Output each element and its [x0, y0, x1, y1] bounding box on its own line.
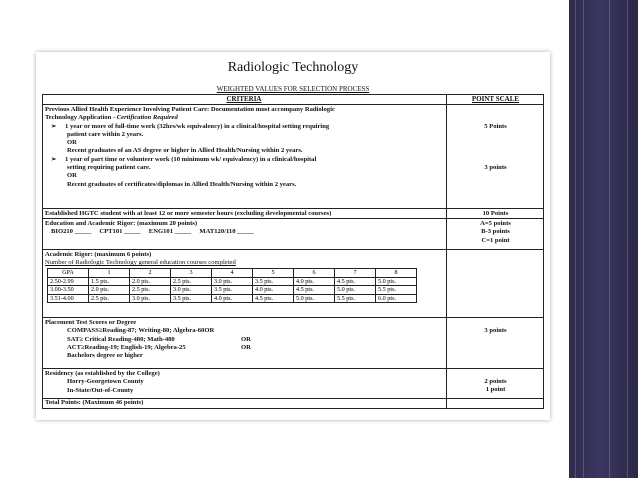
arrow-bullet-icon: ➢	[51, 155, 57, 163]
gpa-table-cell: 3.51-4.00	[48, 294, 89, 303]
gpa-table-cell: 3	[171, 269, 212, 278]
gpa-table-cell: 4.0 pts.	[253, 286, 294, 295]
gpa-table-cell: 2.0 pts.	[130, 277, 171, 286]
gpa-table-cell: 1	[89, 269, 130, 278]
total-row: Total Points: (Maximum 46 points)	[45, 399, 144, 406]
gpa-table-cell: 2.50-2.99	[48, 277, 89, 286]
academic-rigor-row: Academic Rigor: (maximum 6 points) Number of Radiologic Technology general education courses completed GPA 1 2 3 4 5 6 7 8 2.50-2.99 1.5 pts. 2.0 pts. 2.5 pts. 3.0 pts. 3.5 pts. 4.0 pts. 4.5 pts. 5.0 pts. 3.00-3.50 2.0 pts. 2.5 pts. 3.0 pts. 3.5 pts. 4.0 pts. 4.5 pts. 5.0 pts. 5.5 pts. 3.51-4.00 2.5 pts. 3.0 pts. 3.5 pts. 4.0 pts. 4.5 pts. 5.0 pts. 5.5 pts. 6.0 pts.	[43, 250, 543, 318]
allied-health-row: Previous Allied Health Experience Involving Patient Care: Documentation must accompany Radiologic Technology Application - Certification Required ➢ 1 year or more of full-time work (32hrs/wk equivalency) in a clinical/hospital setting requiring patient care within 2 years. OR Recent graduates of an AS degree or higher in Allied Health/Nursing within 2 years. ➢ 1 year of part time or volunteer work (10 minimum wk/ equivalency) in a clinical/hospital setting requiring patient care. OR Recent graduates of certificates/diplomas in Allied Health/Nursing within 2 years. 5 Points 3 points	[43, 105, 543, 209]
gpa-table-cell: 3.0 pts.	[130, 294, 171, 303]
table-header-row	[43, 95, 543, 105]
gpa-table-cell: 3.5 pts.	[171, 294, 212, 303]
arrow-bullet-icon: ➢	[51, 122, 57, 130]
gpa-table-cell: 4.5 pts.	[335, 277, 376, 286]
hgtc-row: Established HGTC student with at least 12 or more semester hours (excluding developmental courses) 10 Points	[43, 209, 543, 219]
gpa-table-row	[48, 294, 417, 303]
gpa-table-cell: 4.0 pts.	[212, 294, 253, 303]
gpa-table-cell: 5.0 pts.	[335, 286, 376, 295]
gpa-table-cell: 6.0 pts.	[376, 294, 417, 303]
gpa-table-cell: 4.0 pts.	[294, 277, 335, 286]
gpa-table-row	[48, 269, 417, 278]
gpa-table-cell: 5.0 pts.	[376, 277, 417, 286]
placement-row: Placement Test Scores or Degree COMPASS≥Reading-87; Writing-80; Algebra-60OR SAT≥ Critical Reading-480; Math-480 OR ACT≥Reading-19; English-19; Algebra-25 OR Bachelors degree or higher 3 points	[43, 318, 543, 369]
gpa-table-cell: 5.0 pts.	[294, 294, 335, 303]
allied-points-2: 3 points	[484, 164, 507, 171]
gpa-table-cell: 2	[130, 269, 171, 278]
residency-row: Residency (as established by the College) Horry-Georgetown County In-State/Out-of-County 2 points 1 point	[43, 369, 543, 399]
allied-points-1: 5 Points	[484, 123, 507, 130]
gpa-table-cell: 2.5 pts.	[89, 294, 130, 303]
criteria-table	[42, 94, 544, 409]
gpa-table-cell: GPA	[48, 269, 89, 278]
gpa-table-cell: 2.0 pts.	[89, 286, 130, 295]
gpa-table-row	[48, 277, 417, 286]
gpa-table-cell: 6	[294, 269, 335, 278]
gpa-table-row	[48, 286, 417, 295]
slide-sidebar	[569, 0, 638, 478]
gpa-table-cell: 3.5 pts.	[212, 286, 253, 295]
education-row: Education and Academic Rigor: (maximum 20 points) BIO210 _____ CPT101 _____ ENG101 _____ MAT120/110 _____ A=5 points B-3 points C=1 point	[43, 219, 543, 250]
document-title: Radiologic Technology	[227, 60, 359, 75]
point-scale-header: POINT SCALE	[471, 95, 520, 103]
gpa-table-cell: 4.5 pts.	[294, 286, 335, 295]
gpa-table-cell: 2.5 pts.	[171, 277, 212, 286]
gpa-table-cell: 2.5 pts.	[130, 286, 171, 295]
gpa-table-cell: 1.5 pts.	[89, 277, 130, 286]
gpa-table-cell: 5.5 pts.	[335, 294, 376, 303]
gpa-table-cell: 8	[376, 269, 417, 278]
document-subtitle: WEIGHTED VALUES FOR SELECTION PROCESS	[216, 85, 370, 93]
gpa-table-cell: 7	[335, 269, 376, 278]
gpa-table	[47, 268, 417, 303]
gpa-table-cell: 3.00-3.50	[48, 286, 89, 295]
gpa-table-cell: 3.0 pts.	[212, 277, 253, 286]
gpa-table-cell: 5.5 pts.	[376, 286, 417, 295]
gpa-table-cell: 3.0 pts.	[171, 286, 212, 295]
gpa-table-cell: 4	[212, 269, 253, 278]
gpa-table-cell: 5	[253, 269, 294, 278]
gpa-table-cell: 3.5 pts.	[253, 277, 294, 286]
criteria-header: CRITERIA	[226, 95, 262, 103]
document-page	[36, 52, 550, 420]
gpa-table-cell: 4.5 pts.	[253, 294, 294, 303]
